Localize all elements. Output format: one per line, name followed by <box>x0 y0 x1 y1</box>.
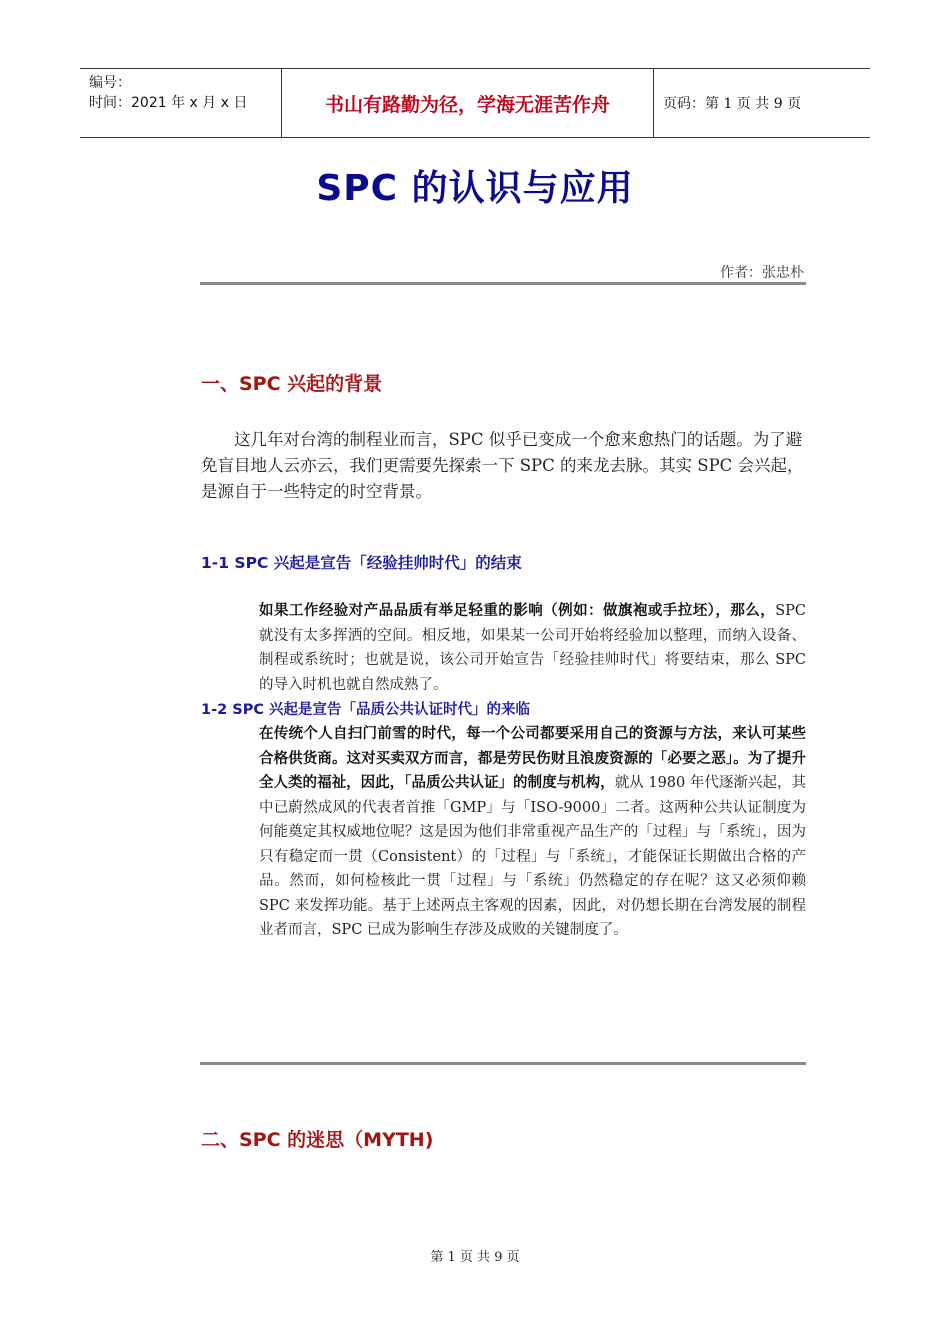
subsection-1-2-body <box>259 722 806 943</box>
page-footer: 第 1 页 共 9 页 <box>430 1250 520 1265</box>
document-title: SPC 的认识与应用 <box>316 168 634 209</box>
divider-middle <box>200 1062 806 1065</box>
subsection-1-2-bold: 在传统个人自扫门前雪的时代，每一个公司都要采用自己的资源与方法，来认可某些合格供货商。这对买卖双方而言，都是劳民伤财且浪废资源的「必要之恶」。为了提升全人类的福祉，因此，「品质公共认证」的制度与机构， <box>259 726 806 791</box>
subsection-1-1-body <box>259 599 806 697</box>
subsection-1-1-heading: 1-1 SPC 兴起是宣告「经验挂帅时代」的结束 <box>201 554 522 572</box>
subsection-1-1-text: SPC 就没有太多挥洒的空间。相反地，如果某一公司开始将经验加以整理，而纳入设备、制程或系统时；也就是说，该公司开始宣告「经验挂帅时代」将要结束，那么 SPC 的导入时机也就自然成熟了。 <box>259 603 806 693</box>
header-table <box>80 68 870 138</box>
section-1-intro: 这几年对台湾的制程业而言，SPC 似乎已变成一个愈来愈热门的话题。为了避免盲目地人云亦云，我们更需要先探索一下 SPC 的来龙去脉。其实 SPC 会兴起，是源自于一些特定的时空背景。 <box>201 430 804 501</box>
subsection-1-2-text: 就从 1980 年代逐渐兴起，其中已蔚然成风的代表者首推「GMP」与「ISO-9000」二者。这两种公共认证制度为何能奠定其权威地位呢？这是因为他们非常重视产品生产的「过程」与「系统」，因为只有稳定而一贯（Consistent）的「过程」与「系统」，才能保证长期做出合格的产品。然而，如何检核此一贯「过程」与「系统」仍然稳定的存在呢？这又必须仰赖 SPC 来发挥功能。基于上述两点主客观的因素，因此，对仍想长期在台湾发展的制程业者而言，SPC 已成为影响生存涉及成败的关键制度了。 <box>259 775 806 938</box>
date-label: 时间：2021 年 x 月 x 日 <box>89 95 248 111</box>
section-1-heading: 一、SPC 兴起的背景 <box>201 373 383 395</box>
divider-top <box>200 282 806 285</box>
number-label: 编号： <box>89 75 131 91</box>
header-left-cell <box>80 69 282 137</box>
subsection-1-1-bold: 如果工作经验对产品品质有举足轻重的影响（例如：做旗袍或手拉坯），那么， <box>259 603 776 619</box>
author: 作者：张忠朴 <box>720 265 804 281</box>
page-info: 页码：第 1 页 共 9 页 <box>663 96 802 112</box>
motto: 书山有路勤为径，学海无涯苦作舟 <box>282 69 654 137</box>
section-2-heading: 二、SPC 的迷思（MYTH) <box>201 1129 434 1151</box>
subsection-1-2-heading: 1-2 SPC 兴起是宣告「品质公共认证时代」的来临 <box>201 702 531 718</box>
